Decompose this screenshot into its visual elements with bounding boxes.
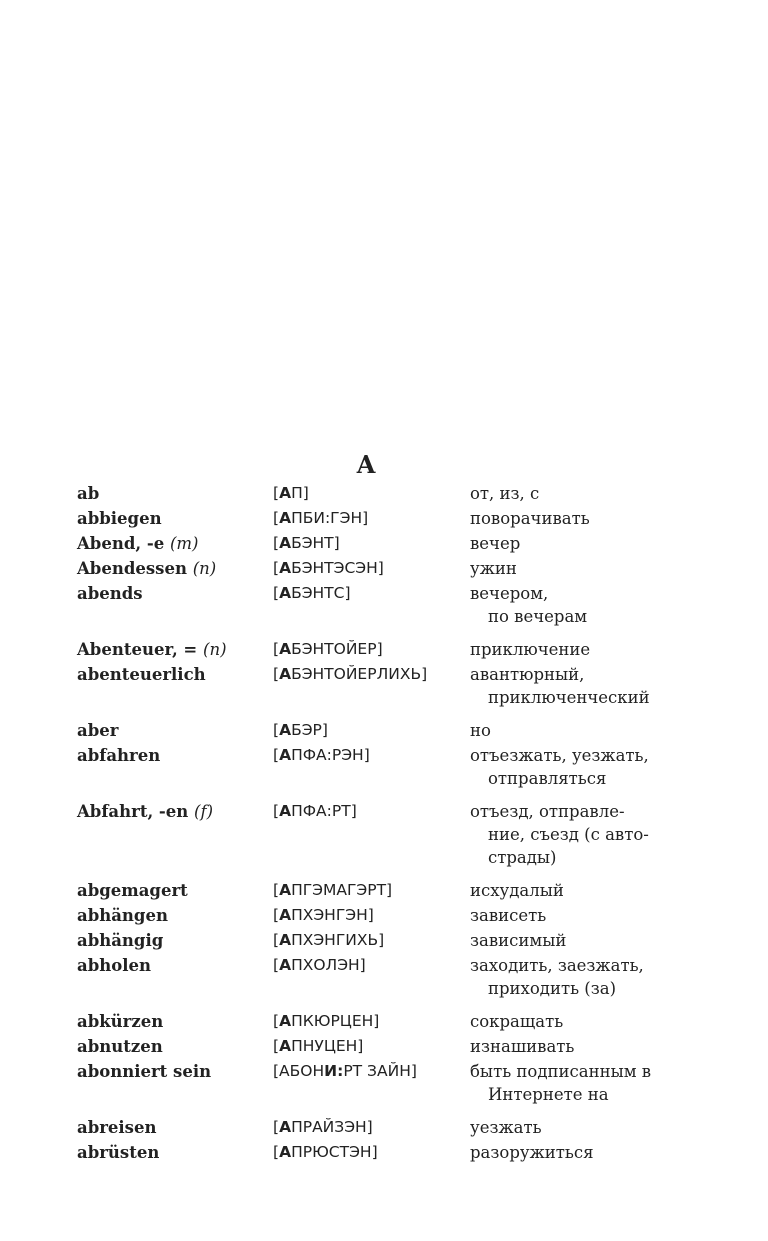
pronunciation-suffix: БЭНТОЙЕРЛИХЬ] [291,665,428,683]
entry-headword [77,557,273,580]
pronunciation-stressed-syllable: А [279,584,292,602]
entry-translation [470,482,697,505]
pronunciation-stressed-syllable: А [279,802,292,820]
translation-line: но [470,721,491,740]
translation-line: заходить, заезжать, [470,956,644,975]
translation-line: страды) [488,848,557,867]
pronunciation-suffix: БЭНТ] [291,534,340,552]
entry-pronunciation [273,719,470,742]
entry-headword [77,582,273,605]
entry-pronunciation [273,1010,470,1033]
headword-text: abreisen [77,1118,157,1137]
pronunciation-prefix: [ [273,1118,280,1136]
entry-translation [470,532,697,555]
entry-pronunciation [273,482,470,505]
pronunciation-prefix: [ [273,484,280,502]
headword-text: abfahren [77,746,161,765]
dictionary-entry [77,879,697,902]
entry-pronunciation [273,507,470,530]
pronunciation-suffix: ПНУЦЕН] [291,1037,364,1055]
translation-line: от, из, с [470,484,540,503]
dictionary-entry [77,482,697,505]
entry-pronunciation [273,532,470,555]
entry-pronunciation [273,744,470,767]
grammatical-gender: (n) [203,640,227,659]
entry-pronunciation [273,800,470,823]
entry-translation [470,1141,697,1164]
pronunciation-suffix: ПГЭМАГЭРТ] [291,881,393,899]
dictionary-entry [77,1035,697,1058]
pronunciation-prefix: [ [273,509,280,527]
pronunciation-prefix: [ [273,534,280,552]
pronunciation-suffix: ПХЭНГЭН] [291,906,374,924]
dictionary-entry [77,507,697,530]
translation-line: разоружиться [470,1143,594,1162]
translation-line: сокращать [470,1012,564,1031]
translation-line: приходить (за) [488,979,617,998]
pronunciation-prefix: [ [273,746,280,764]
entry-headword [77,904,273,927]
translation-line: изнашивать [470,1037,575,1056]
headword-text: abgemagert [77,881,188,900]
pronunciation-stressed-syllable: А [279,956,292,974]
section-letter-heading: A [356,450,376,479]
pronunciation-prefix: [ [273,906,280,924]
pronunciation-suffix: ПХОЛЭН] [291,956,366,974]
dictionary-entry [77,1060,697,1106]
dictionary-entry [77,663,697,709]
translation-line: исхудалый [470,881,564,900]
pronunciation-prefix: [ [273,721,280,739]
entry-headword [77,1116,273,1139]
pronunciation-prefix: [ [273,1143,280,1161]
dictionary-entry [77,1010,697,1033]
pronunciation-suffix: ПФА:РЭН] [291,746,370,764]
entry-pronunciation [273,879,470,902]
entry-headword [77,1060,273,1083]
entry-headword [77,879,273,902]
entry-pronunciation [273,904,470,927]
dictionary-entry [77,800,697,869]
pronunciation-suffix: БЭНТОЙЕР] [291,640,383,658]
translation-line: зависеть [470,906,547,925]
dictionary-entry [77,1116,697,1139]
dictionary-entry [77,532,697,555]
dictionary-entry [77,904,697,927]
dictionary-entry-list [77,482,697,1166]
entry-translation [470,1060,697,1106]
headword-text: Abend, -e [77,534,165,553]
dictionary-entry [77,719,697,742]
entry-headword [77,482,273,505]
pronunciation-prefix: [ [273,584,280,602]
pronunciation-stressed-syllable: А [279,881,292,899]
headword-text: abonniert sein [77,1062,212,1081]
translation-line: отъезд, отправле- [470,802,625,821]
entry-headword [77,744,273,767]
translation-line: Интернете на [488,1085,609,1104]
headword-text: abbiegen [77,509,162,528]
entry-translation [470,1116,697,1139]
pronunciation-stressed-syllable: А [279,1037,292,1055]
dictionary-entry [77,744,697,790]
translation-line: зависимый [470,931,567,950]
entry-pronunciation [273,638,470,661]
pronunciation-suffix: ПХЭНГИХЬ] [291,931,385,949]
headword-text: aber [77,721,119,740]
pronunciation-suffix: ПФА:РТ] [291,802,357,820]
grammatical-gender: (f) [194,802,214,821]
translation-line: приключенческий [488,688,650,707]
pronunciation-prefix: [ [273,931,280,949]
entry-translation [470,557,697,580]
entry-translation [470,663,697,709]
pronunciation-prefix: [АБОН [273,1062,325,1080]
entry-pronunciation [273,663,470,686]
pronunciation-stressed-syllable: А [279,559,292,577]
headword-text: Abfahrt, -en [77,802,189,821]
pronunciation-stressed-syllable: А [279,640,292,658]
translation-line: быть подписанным в [470,1062,652,1081]
entry-pronunciation [273,1060,470,1083]
dictionary-entry [77,638,697,661]
translation-line: ужин [470,559,517,578]
entry-pronunciation [273,1035,470,1058]
pronunciation-prefix: [ [273,802,280,820]
entry-translation [470,582,697,628]
translation-line: ние, съезд (с авто- [488,825,649,844]
entry-headword [77,663,273,686]
translation-line: отправляться [488,769,607,788]
pronunciation-prefix: [ [273,1037,280,1055]
entry-pronunciation [273,1116,470,1139]
grammatical-gender: (n) [192,559,217,578]
entry-headword [77,1141,273,1164]
pronunciation-stressed-syllable: А [279,484,292,502]
pronunciation-suffix: РТ ЗАЙН] [343,1062,417,1080]
dictionary-entry [77,954,697,1000]
pronunciation-suffix: ПРЮСТЭН] [291,1143,378,1161]
pronunciation-stressed-syllable: А [279,509,292,527]
translation-line: приключение [470,640,591,659]
pronunciation-prefix: [ [273,956,280,974]
translation-line: уезжать [470,1118,542,1137]
pronunciation-suffix: П] [291,484,309,502]
entry-translation [470,800,697,869]
entry-translation [470,954,697,1000]
pronunciation-stressed-syllable: А [279,906,292,924]
headword-text: abnutzen [77,1037,163,1056]
headword-text: abholen [77,956,151,975]
entry-pronunciation [273,1141,470,1164]
pronunciation-stressed-syllable: А [279,1118,292,1136]
pronunciation-suffix: БЭР] [291,721,328,739]
entry-headword [77,719,273,742]
entry-translation [470,719,697,742]
pronunciation-prefix: [ [273,881,280,899]
dictionary-entry [77,1141,697,1164]
headword-text: abenteuerlich [77,665,206,684]
pronunciation-suffix: БЭНТС] [291,584,351,602]
translation-line: поворачивать [470,509,590,528]
entry-translation [470,1010,697,1033]
translation-line: авантюрный, [470,665,585,684]
headword-text: abhängig [77,931,164,950]
pronunciation-prefix: [ [273,665,280,683]
pronunciation-stressed-syllable: А [279,1012,292,1030]
pronunciation-stressed-syllable: А [279,1143,292,1161]
headword-text: abhängen [77,906,168,925]
translation-line: вечер [470,534,521,553]
pronunciation-stressed-syllable: А [279,721,292,739]
dictionary-entry [77,557,697,580]
entry-headword [77,800,273,823]
dictionary-entry [77,582,697,628]
headword-text: abkürzen [77,1012,164,1031]
entry-translation [470,638,697,661]
headword-text: abrüsten [77,1143,160,1162]
entry-pronunciation [273,582,470,605]
translation-line: по вечерам [488,607,588,626]
entry-headword [77,638,273,661]
pronunciation-suffix: ПРАЙЗЭН] [291,1118,373,1136]
pronunciation-suffix: БЭНТЭСЭН] [291,559,384,577]
pronunciation-stressed-syllable: А [279,746,292,764]
entry-headword [77,1010,273,1033]
entry-translation [470,879,697,902]
pronunciation-prefix: [ [273,640,280,658]
pronunciation-prefix: [ [273,559,280,577]
pronunciation-stressed-syllable: А [279,665,292,683]
pronunciation-stressed-syllable: И: [324,1062,344,1080]
translation-line: отъезжать, уезжать, [470,746,649,765]
pronunciation-prefix: [ [273,1012,280,1030]
entry-pronunciation [273,557,470,580]
entry-headword [77,532,273,555]
entry-translation [470,744,697,790]
entry-pronunciation [273,954,470,977]
entry-headword [77,1035,273,1058]
headword-text: Abenteuer, = [77,640,198,659]
pronunciation-stressed-syllable: А [279,534,292,552]
entry-translation [470,1035,697,1058]
translation-line: вечером, [470,584,549,603]
entry-translation [470,904,697,927]
entry-headword [77,507,273,530]
entry-translation [470,929,697,952]
entry-translation [470,507,697,530]
headword-text: ab [77,484,100,503]
dictionary-entry [77,929,697,952]
entry-headword [77,954,273,977]
grammatical-gender: (m) [169,534,199,553]
pronunciation-suffix: ПБИ:ГЭН] [291,509,369,527]
entry-headword [77,929,273,952]
entry-pronunciation [273,929,470,952]
pronunciation-suffix: ПКЮРЦЕН] [291,1012,380,1030]
headword-text: abends [77,584,143,603]
headword-text: Abendessen [77,559,187,578]
pronunciation-stressed-syllable: А [279,931,292,949]
